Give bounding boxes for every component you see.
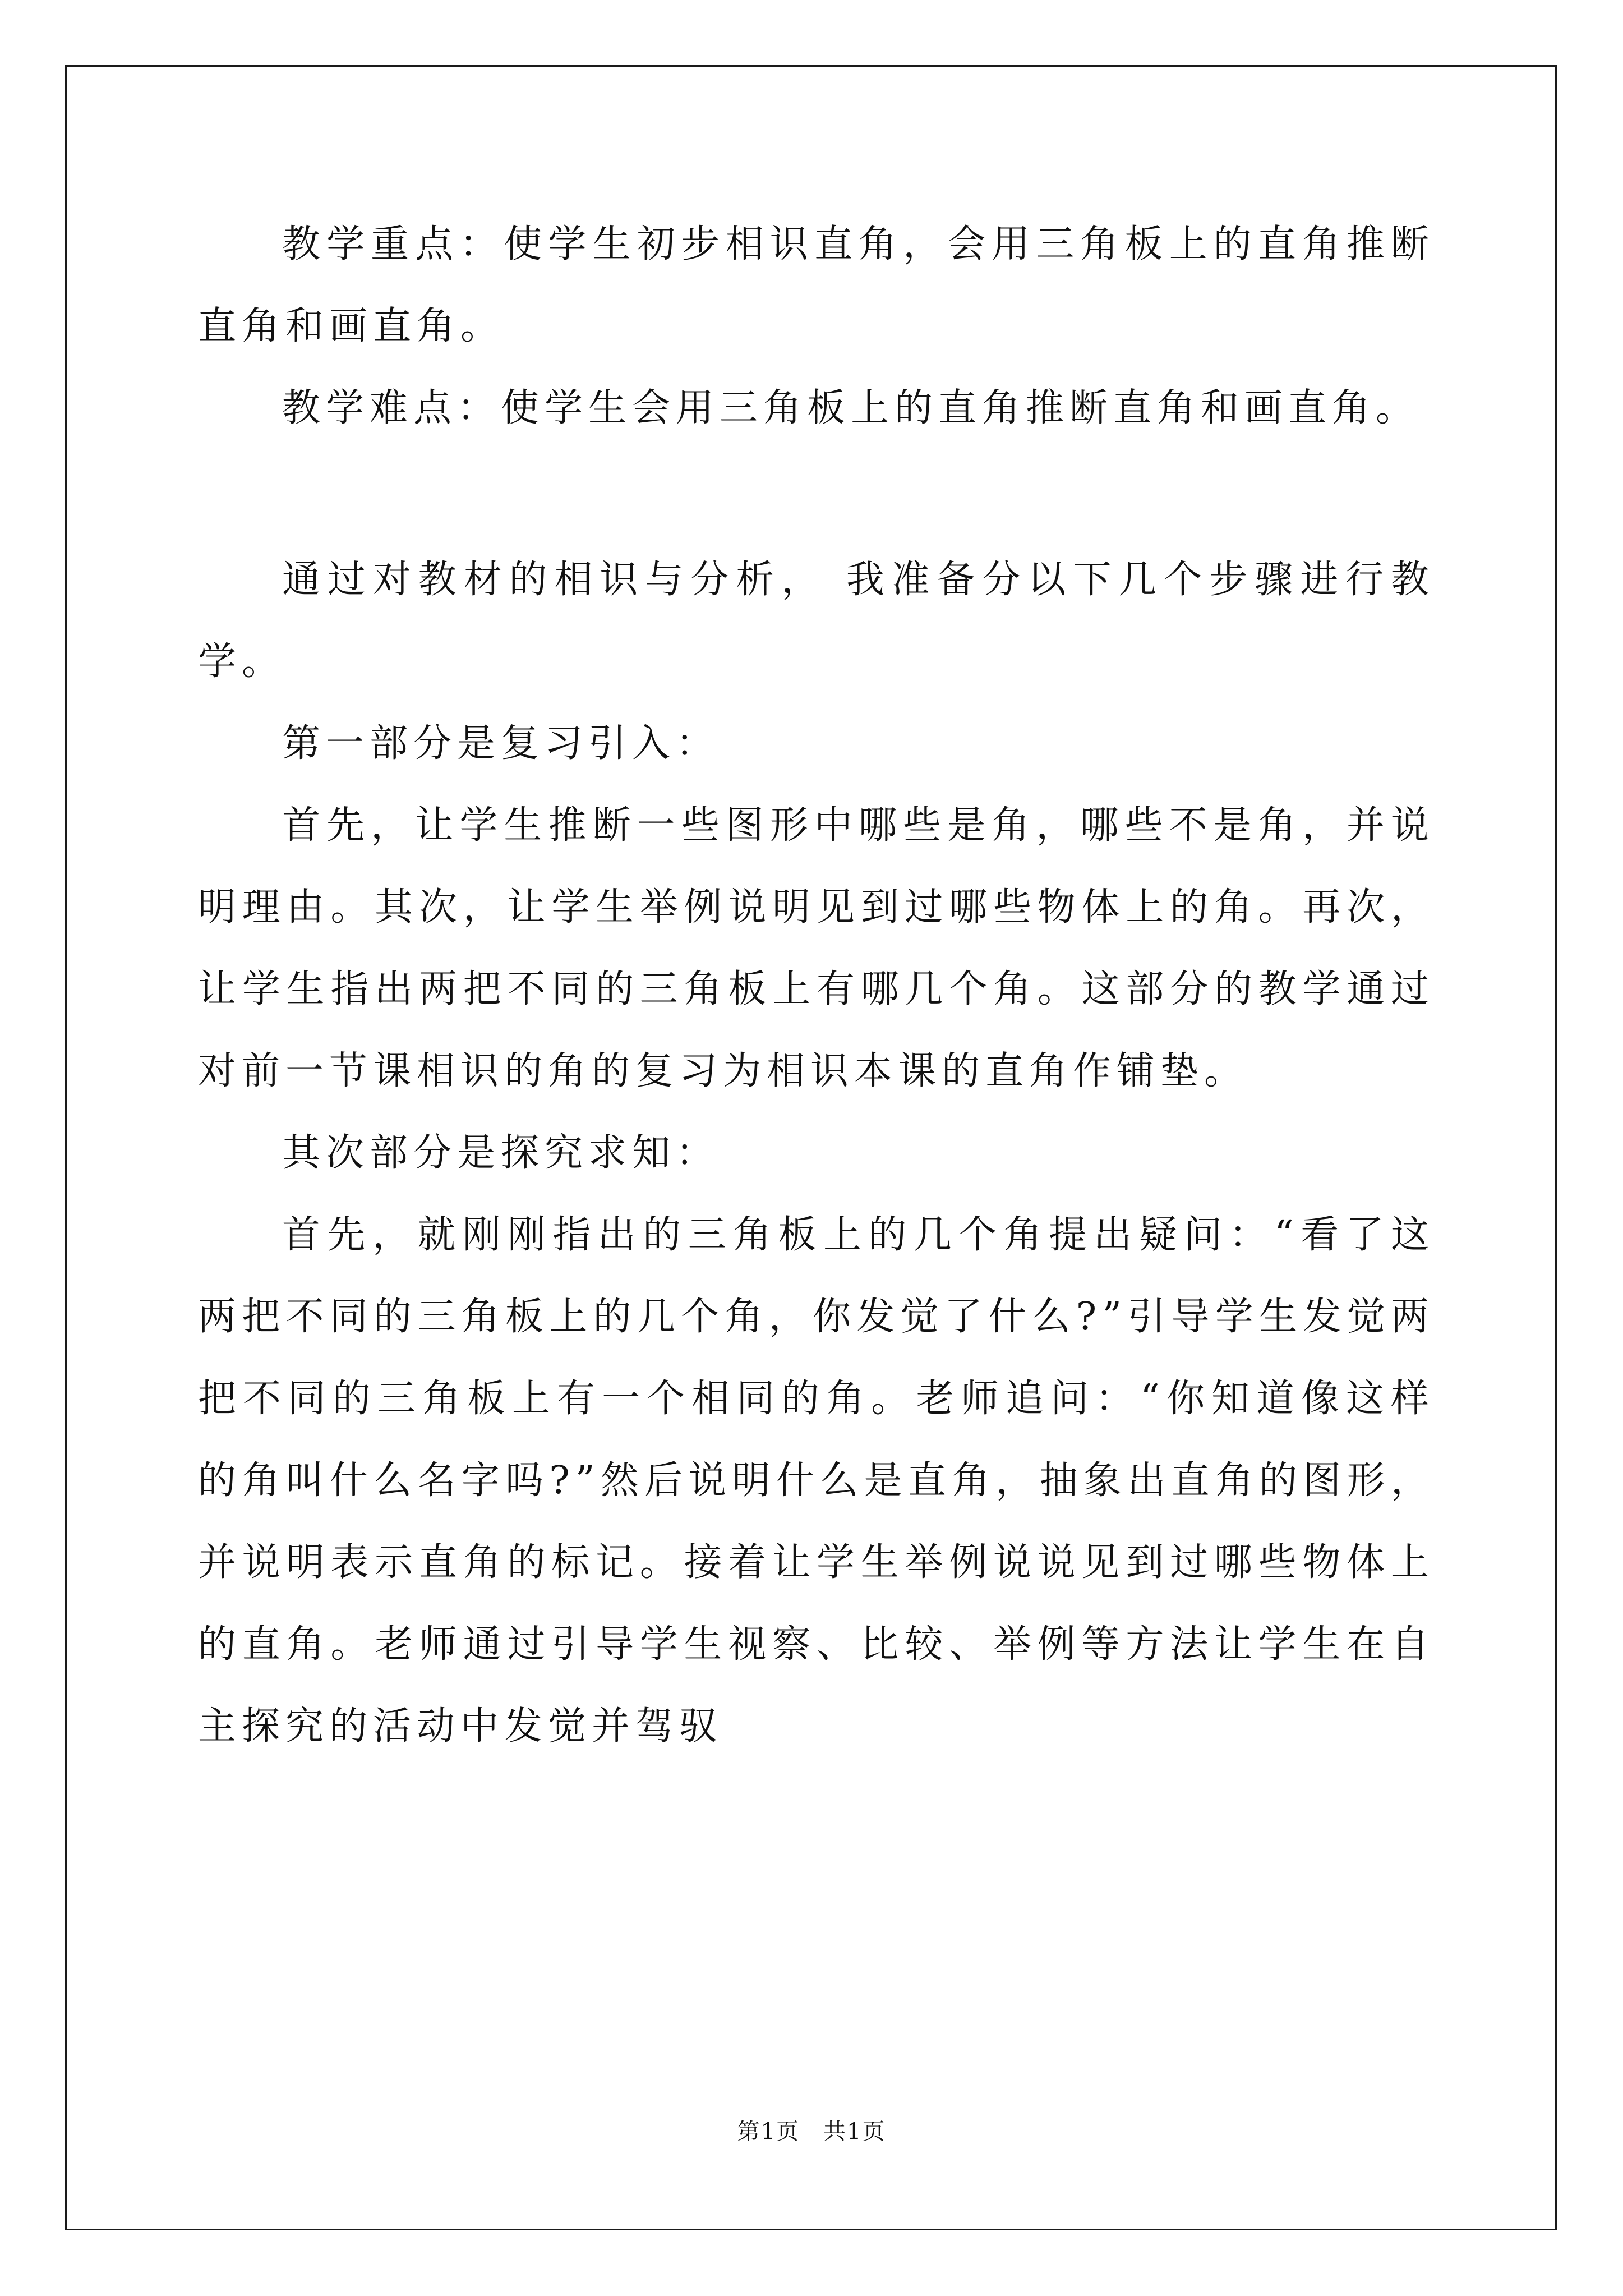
page-number-footer: 第1页 共1页 xyxy=(737,2119,886,2145)
paragraph-gap xyxy=(198,449,1435,539)
paragraph-steps-intro: 通过对教材的相识与分析， 我准备分以下几个步骤进行教学。 xyxy=(198,558,1435,684)
section-heading-review: 第一部分是复习引入： xyxy=(282,721,720,766)
document-body xyxy=(198,204,1435,1768)
paragraph-review-body: 首先，让学生推断一些图形中哪些是角，哪些不是角，并说明理由。其次，让学生举例说明见到过哪些物体上的角。再次，让学生指出两把不同的三角板上有哪几个角。这部分的教学通过对前一节课相识的角的复习为相识本课的直角作铺垫。 xyxy=(198,803,1435,1093)
paragraph-teaching-focus: 教学重点：使学生初步相识直角，会用三角板上的直角推断直角和画直角。 xyxy=(198,222,1435,348)
paragraph-explore-body: 首先，就刚刚指出的三角板上的几个角提出疑问：“看了这两把不同的三角板上的几个角，你发觉了什么?”引导学生发觉两把不同的三角板上有一个相同的角。老师追问：“你知道像这样的角叫什么名字吗?”然后说明什么是直角，抽象出直角的图形，并说明表示直角的标记。接着让学生举例说说见到过哪些物体上的直角。老师通过引导学生视察、比较、举例等方法让学生在自主探究的活动中发觉并驾驭 xyxy=(198,1213,1435,1749)
paragraph-teaching-difficulty: 教学难点：使学生会用三角板上的直角推断直角和画直角。 xyxy=(282,386,1420,430)
section-heading-explore: 其次部分是探究求知： xyxy=(282,1131,720,1175)
